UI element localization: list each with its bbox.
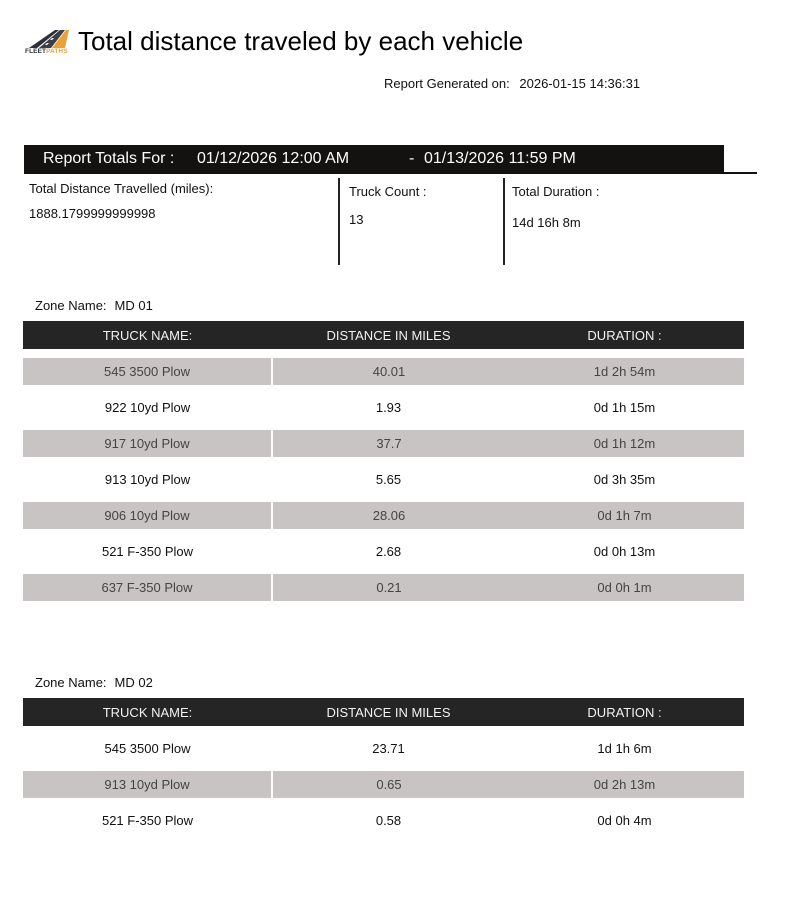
distance: 40.01 xyxy=(272,358,505,385)
column-header-truck: TRUCK NAME: xyxy=(23,698,272,726)
logo-text-paths: PATHS xyxy=(46,48,68,55)
table-row xyxy=(23,466,744,493)
truck-name: 637 F-350 Plow xyxy=(23,574,272,601)
duration: 0d 1h 7m xyxy=(505,502,744,529)
table-row xyxy=(23,538,744,565)
table-row xyxy=(23,807,744,834)
duration: 1d 2h 54m xyxy=(505,358,744,385)
distance: 37.7 xyxy=(272,430,505,457)
duration: 1d 1h 6m xyxy=(597,741,652,756)
table-row xyxy=(23,358,744,385)
distance: 2.68 xyxy=(375,544,402,559)
duration: 0d 2h 13m xyxy=(505,771,744,798)
truck-name: 913 10yd Plow xyxy=(104,472,191,487)
table-row xyxy=(23,735,744,762)
distance: 5.65 xyxy=(375,472,402,487)
column-header-duration: DURATION : xyxy=(505,698,744,726)
zone-name: MD 01 xyxy=(114,298,153,313)
column-header-distance: DISTANCE IN MILES xyxy=(272,321,505,349)
column-header-duration: DURATION : xyxy=(505,321,744,349)
truck-count-value: 13 xyxy=(349,212,364,227)
zone-label-text: Zone Name: xyxy=(35,675,107,690)
totals-label: Report Totals For : xyxy=(43,150,175,167)
duration-label: Total Duration : xyxy=(512,184,600,199)
page-title: Total distance traveled by each vehicle xyxy=(78,26,524,56)
generated-label: Report Generated on: xyxy=(384,76,510,91)
zone-label xyxy=(35,298,153,313)
table-row xyxy=(23,502,744,529)
duration: 0d 0h 4m xyxy=(597,813,652,828)
table-row xyxy=(23,430,744,457)
distance: 23.71 xyxy=(372,741,405,756)
summary-divider xyxy=(338,178,340,265)
summary-truck-count xyxy=(349,184,427,227)
zone-label xyxy=(35,675,153,690)
table-header xyxy=(23,698,744,726)
truck-name: 922 10yd Plow xyxy=(104,400,191,415)
truck-count-label: Truck Count : xyxy=(349,184,427,199)
generated-value: 2026-01-15 14:36:31 xyxy=(519,76,641,91)
truck-name: 521 F-350 Plow xyxy=(101,813,194,828)
duration: 0d 1h 12m xyxy=(505,430,744,457)
logo-wordmark xyxy=(25,48,68,55)
summary-duration xyxy=(512,184,599,230)
report-generated xyxy=(384,76,640,91)
duration: 0d 3h 35m xyxy=(593,472,656,487)
truck-name: 913 10yd Plow xyxy=(23,771,272,798)
column-header-truck: TRUCK NAME: xyxy=(23,321,272,349)
summary-distance xyxy=(29,181,213,221)
road-logo-icon xyxy=(25,27,75,49)
totals-date-separator: - xyxy=(409,150,415,167)
truck-name: 917 10yd Plow xyxy=(23,430,272,457)
zone-name: MD 02 xyxy=(114,675,153,690)
fleetpaths-logo xyxy=(25,27,75,57)
distance: 1.93 xyxy=(375,400,402,415)
summary-divider xyxy=(503,178,505,265)
distance-value: 1888.1799999999998 xyxy=(29,206,156,221)
distance: 28.06 xyxy=(272,502,505,529)
truck-name: 521 F-350 Plow xyxy=(101,544,194,559)
distance: 0.21 xyxy=(272,574,505,601)
distance-label: Total Distance Travelled (miles): xyxy=(29,181,214,196)
duration-value: 14d 16h 8m xyxy=(512,215,581,230)
table-header xyxy=(23,321,744,349)
totals-start-date: 01/12/2026 12:00 AM xyxy=(197,150,350,167)
duration: 0d 0h 13m xyxy=(593,544,656,559)
zone-table-md02 xyxy=(23,698,744,834)
zone-label-text: Zone Name: xyxy=(35,298,107,313)
truck-name: 545 3500 Plow xyxy=(23,358,272,385)
column-header-distance: DISTANCE IN MILES xyxy=(272,698,505,726)
report-totals-bar xyxy=(24,145,724,173)
zone-table-md01 xyxy=(23,321,744,601)
logo-text-fleet: FLEET xyxy=(25,48,47,55)
duration: 0d 0h 1m xyxy=(505,574,744,601)
distance: 0.58 xyxy=(375,813,402,828)
table-row xyxy=(23,771,744,798)
table-row xyxy=(23,394,744,421)
totals-underline xyxy=(24,172,757,174)
totals-end-date: 01/13/2026 11:59 PM xyxy=(424,150,576,167)
table-row xyxy=(23,574,744,601)
distance: 0.65 xyxy=(272,771,505,798)
truck-name: 906 10yd Plow xyxy=(23,502,272,529)
duration: 0d 1h 15m xyxy=(593,400,656,415)
truck-name: 545 3500 Plow xyxy=(104,741,191,756)
